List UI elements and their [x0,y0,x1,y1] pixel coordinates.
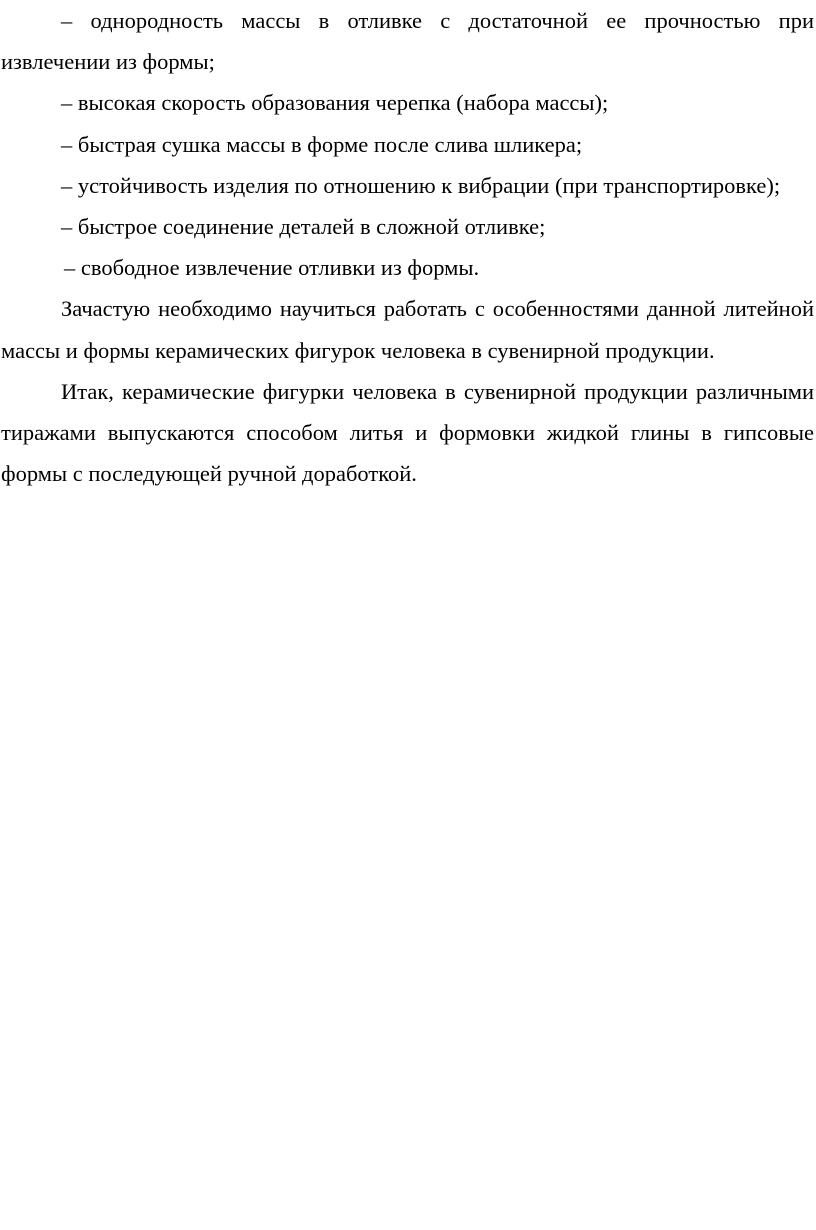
document-body [1,0,814,494]
list-item-formation-speed: – высокая скорость образования черепка (набора массы); [61,90,609,116]
list-item-homogeneity: – однородность массы в отливке с достаточной ее прочностью при извлечении из формы; [1,8,814,75]
list-item-extraction: – свободное извлечение отливки из формы. [64,255,480,281]
list-item-drying: – быстрая сушка массы в форме после слива шликера; [61,131,583,157]
list-item-vibration-resistance: – устойчивость изделия по отношению к вибрации (при транспортировке); [61,172,781,198]
conclusion-paragraph: Итак, керамические фигурки человека в сувенирной продукции различными тиражами выпускаются способом литья и формовки жидкой глины в гипсовые формы с последующей ручной доработкой. [1,378,814,487]
body-paragraph: Зачастую необходимо научиться работать с особенностями данной литейной массы и формы керамических фигурок человека в сувенирной продукции. [1,296,814,363]
list-item-joining: – быстрое соединение деталей в сложной отливке; [61,214,546,240]
